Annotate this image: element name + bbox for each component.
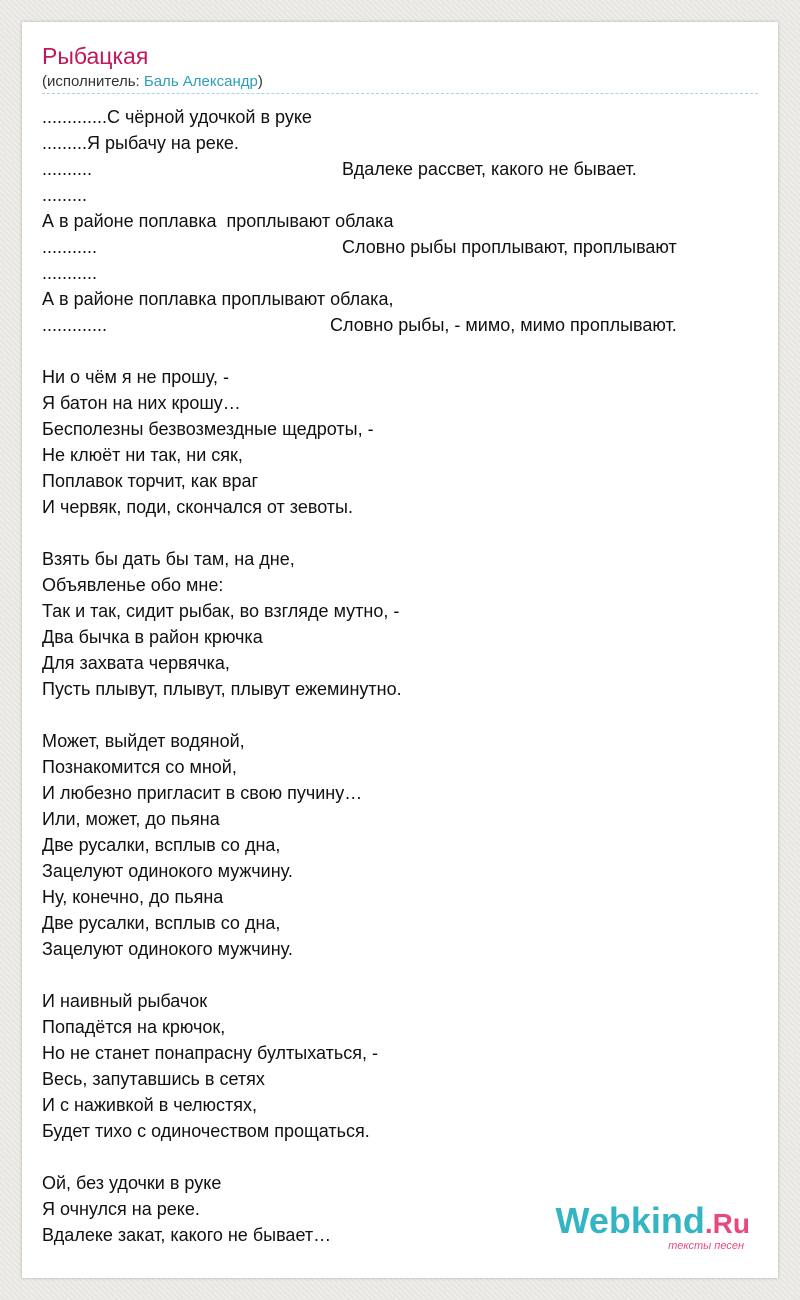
logo-tld: .Ru	[704, 1208, 750, 1239]
lyric-line: Ой, без удочки в руке	[42, 1173, 222, 1193]
lyric-line: Бесполезны безвозмездные щедроты, -	[42, 419, 374, 439]
stanza-gap	[42, 338, 758, 364]
lyric-line: Но не станет понапрасну бултыхаться, -	[42, 1043, 379, 1063]
lyric-line: Зацелуют одинокого мужчину.	[42, 939, 293, 959]
lyric-line: Будет тихо с одиночеством прощаться.	[42, 1121, 370, 1141]
lyric-dots: ..........	[42, 159, 93, 179]
lyric-line: Для захвата червячка,	[42, 653, 230, 673]
lyric-dots: .............	[42, 315, 108, 335]
logo-tagline: тексты песен	[668, 1240, 744, 1252]
lyric-dots: ...........	[42, 237, 98, 257]
stanza-gap	[42, 702, 758, 728]
lyrics-card	[22, 22, 778, 1278]
lyric-line: .............С чёрной удочкой в руке	[42, 107, 312, 127]
lyric-line: Так и так, сидит рыбак, во взгляде мутно, -	[42, 601, 400, 621]
lyric-line: Может, выйдет водяной,	[42, 731, 245, 751]
lyric-line	[42, 312, 758, 338]
lyric-line-right: Вдалеке рассвет, какого не бывает.	[342, 159, 637, 179]
logo-wordmark	[555, 1200, 750, 1242]
lyrics-text	[42, 104, 758, 1248]
artist-link[interactable]: Баль Александр	[143, 73, 258, 90]
lyric-line	[42, 156, 758, 182]
lyric-line: И любезно пригласит в свою пучину…	[42, 783, 363, 803]
lyric-line: А в районе поплавка проплывают облака,	[42, 289, 394, 309]
lyric-line: Объявленье обо мне:	[42, 575, 224, 595]
lyric-line: Попадётся на крючок,	[42, 1017, 226, 1037]
lyric-line: И наивный рыбачок	[42, 991, 208, 1011]
lyric-line-right: Словно рыбы проплывают, проплывают	[342, 237, 677, 257]
artist-suffix: )	[257, 73, 263, 90]
lyric-line-right: Словно рыбы, - мимо, мимо проплывают.	[330, 315, 677, 335]
lyric-line: Весь, запутавшись в сетях	[42, 1069, 265, 1089]
lyric-line: Или, может, до пьяна	[42, 809, 220, 829]
song-title: Рыбацкая	[42, 43, 149, 69]
lyric-line: Пусть плывут, плывут, плывут ежеминутно.	[42, 679, 402, 699]
lyric-line: А в районе поплавка проплывают облака	[42, 211, 394, 231]
lyric-line: ...........	[42, 263, 98, 283]
lyric-line: Поплавок торчит, как враг	[42, 471, 259, 491]
lyric-line: И червяк, поди, скончался от зевоты.	[42, 497, 353, 517]
site-logo[interactable]	[555, 1200, 750, 1252]
lyric-line: Познакомится со мной,	[42, 757, 237, 777]
artist-prefix: (исполнитель:	[42, 73, 144, 90]
lyric-line: И с наживкой в челюстях,	[42, 1095, 258, 1115]
title-separator	[42, 93, 758, 94]
lyric-line: Я очнулся на реке.	[42, 1199, 200, 1219]
artist-line	[42, 72, 263, 92]
lyric-line: Зацелуют одинокого мужчину.	[42, 861, 293, 881]
stanza-gap	[42, 520, 758, 546]
lyric-line: Вдалеке закат, какого не бывает…	[42, 1225, 332, 1245]
lyric-line: .........	[42, 185, 88, 205]
lyric-line: Не клюёт ни так, ни сяк,	[42, 445, 243, 465]
lyric-line: Две русалки, всплыв со дна,	[42, 913, 281, 933]
stanza-gap	[42, 1144, 758, 1170]
lyric-line: Ну, конечно, до пьяна	[42, 887, 224, 907]
lyric-line: Две русалки, всплыв со дна,	[42, 835, 281, 855]
lyric-line	[42, 234, 758, 260]
stanza-gap	[42, 962, 758, 988]
lyric-line: Я батон на них крошу…	[42, 393, 241, 413]
lyric-line: .........Я рыбачу на реке.	[42, 133, 239, 153]
logo-main-text: Webkind	[555, 1200, 705, 1241]
lyric-line: Взять бы дать бы там, на дне,	[42, 549, 295, 569]
lyric-line: Два бычка в район крючка	[42, 627, 263, 647]
lyric-line: Ни о чём я не прошу, -	[42, 367, 229, 387]
